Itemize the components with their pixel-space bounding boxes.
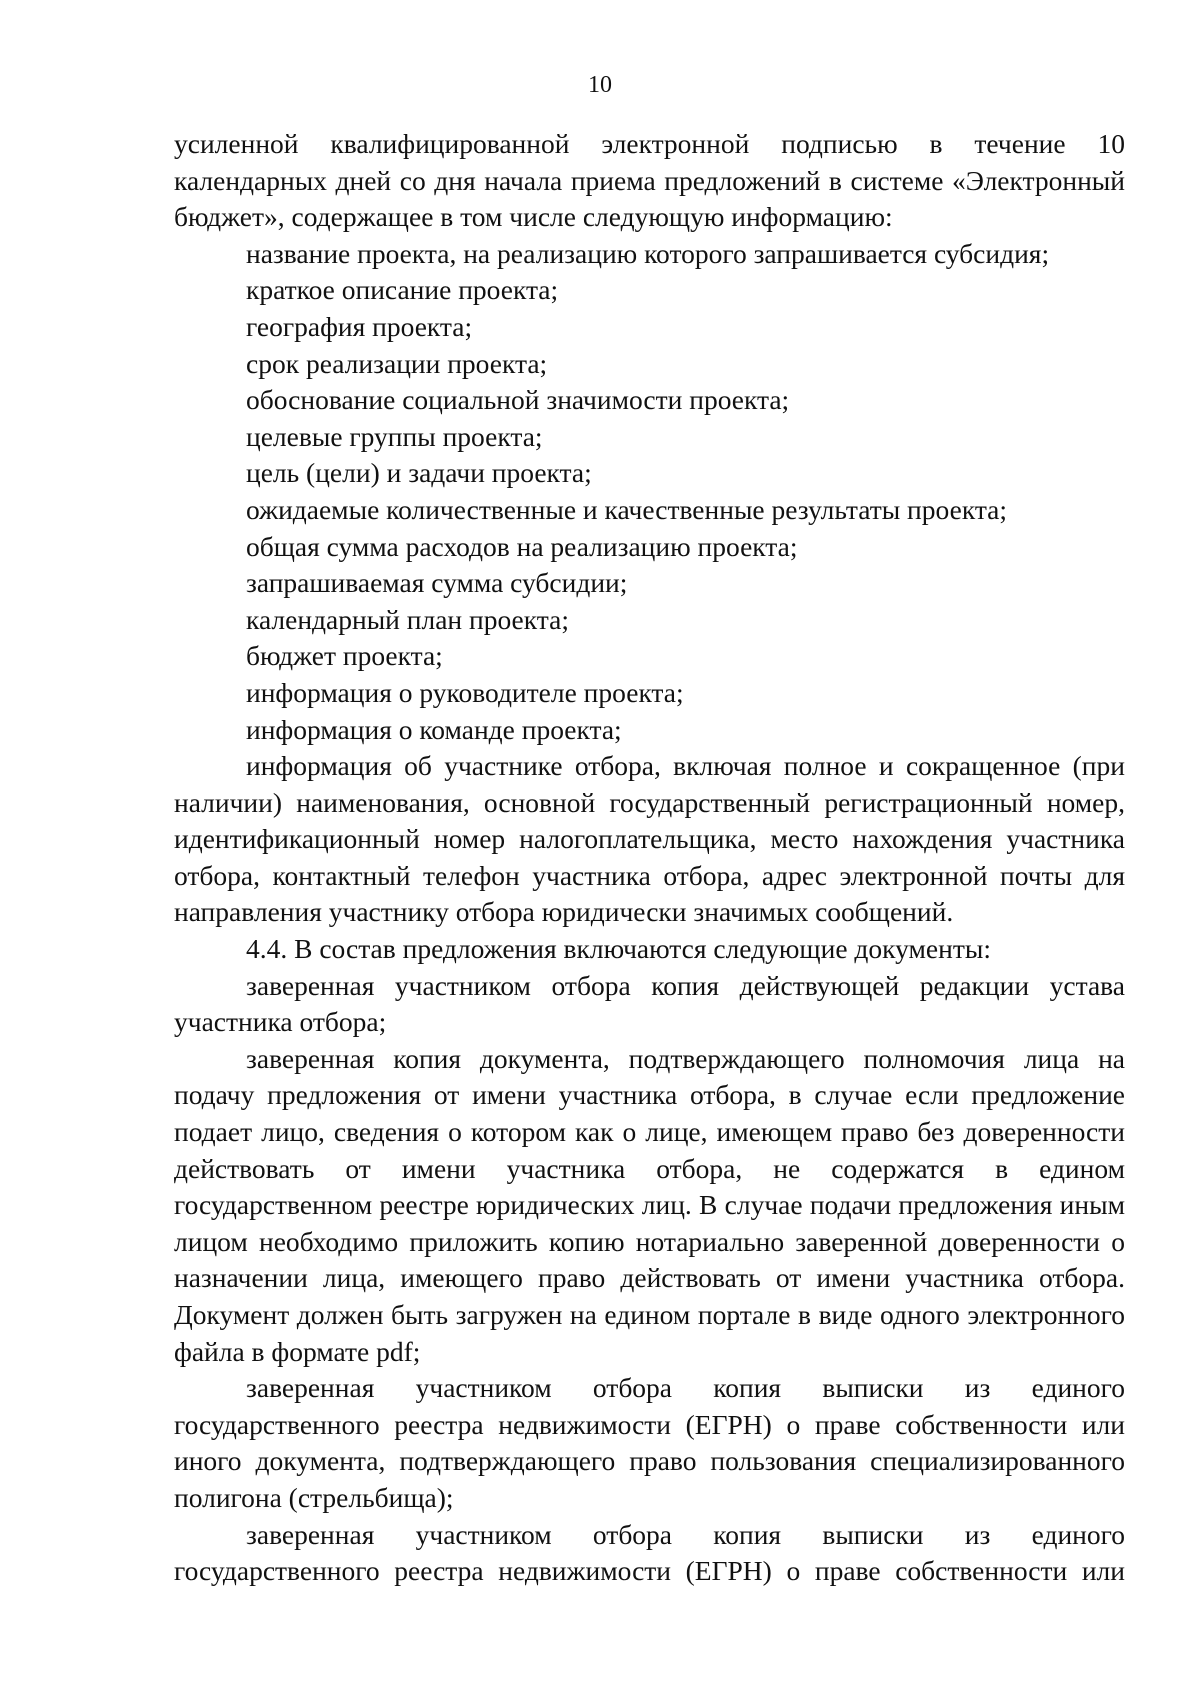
- list-item-participant-info: информация об участнике отбора, включая полное и сокращенное (при наличии) наименования, основной государственный регистрационный номер, идентификационный номер налогоплательщика, место нахождения участника отбора, контактный телефон участника отбора, адрес электронной почты для направления участнику отбора юридически значимых сообщений.: [174, 750, 1125, 928]
- list-item-goals: цель (цели) и задачи проекта;: [246, 457, 592, 489]
- list-item-geography: география проекта;: [246, 310, 473, 342]
- document-item-egrn-extract-polygon: заверенная участником отбора копия выписки из единого государственного реестра недвижимости (ЕГРН) о праве собственности или иного документа, подтверждающего право пользования специализированного полигона (стрельбища);: [174, 1372, 1125, 1513]
- list-item-expected-results: ожидаемые количественные и качественные результаты проекта;: [246, 493, 1008, 525]
- list-item-duration: срок реализации проекта;: [246, 347, 548, 379]
- list-item-social-significance: обоснование социальной значимости проекта;: [246, 384, 790, 416]
- list-item-total-expenses: общая сумма расходов на реализацию проекта;: [246, 530, 798, 562]
- document-body: [174, 126, 1125, 1590]
- document-item-charter-copy: заверенная участником отбора копия действующей редакции устава участника отбора;: [174, 969, 1125, 1038]
- document-item-egrn-extract-continued: заверенная участником отбора копия выписки из единого государственного реестра недвижимости (ЕГРН) о праве собственности или: [174, 1518, 1125, 1587]
- section-4-4-heading: 4.4. В состав предложения включаются следующие документы:: [246, 933, 991, 965]
- page-number: 10: [588, 72, 612, 98]
- list-item-calendar-plan: календарный план проекта;: [246, 603, 569, 635]
- list-item-project-lead: информация о руководителе проекта;: [246, 676, 684, 708]
- list-item-requested-subsidy: запрашиваемая сумма субсидии;: [246, 567, 628, 599]
- list-item-short-description: краткое описание проекта;: [246, 274, 559, 306]
- list-item-target-groups: целевые группы проекта;: [246, 420, 543, 452]
- list-item-budget: бюджет проекта;: [246, 640, 443, 672]
- list-item-project-team: информация о команде проекта;: [246, 713, 622, 745]
- document-item-authority-copy: заверенная копия документа, подтверждающего полномочия лица на подачу предложения от имени участника отбора, в случае если предложение подает лицо, сведения о котором как о лице, имеющем право без доверенности действовать от имени участника отбора, не содержатся в едином государственном реестре юридических лиц. В случае подачи предложения иным лицом необходимо приложить копию нотариально заверенной доверенности о назначении лица, имеющего право действовать от имени участника отбора. Документ должен быть загружен на едином портале в виде одного электронного файла в формате pdf;: [174, 1042, 1125, 1367]
- list-item-project-name: название проекта, на реализацию которого запрашивается субсидия;: [246, 237, 1050, 269]
- paragraph-intro-continuation: усиленной квалифицированной электронной подписью в течение 10 календарных дней со дня начала приема предложений в системе «Электронный бюджет», содержащее в том числе следующую информацию:: [174, 128, 1125, 233]
